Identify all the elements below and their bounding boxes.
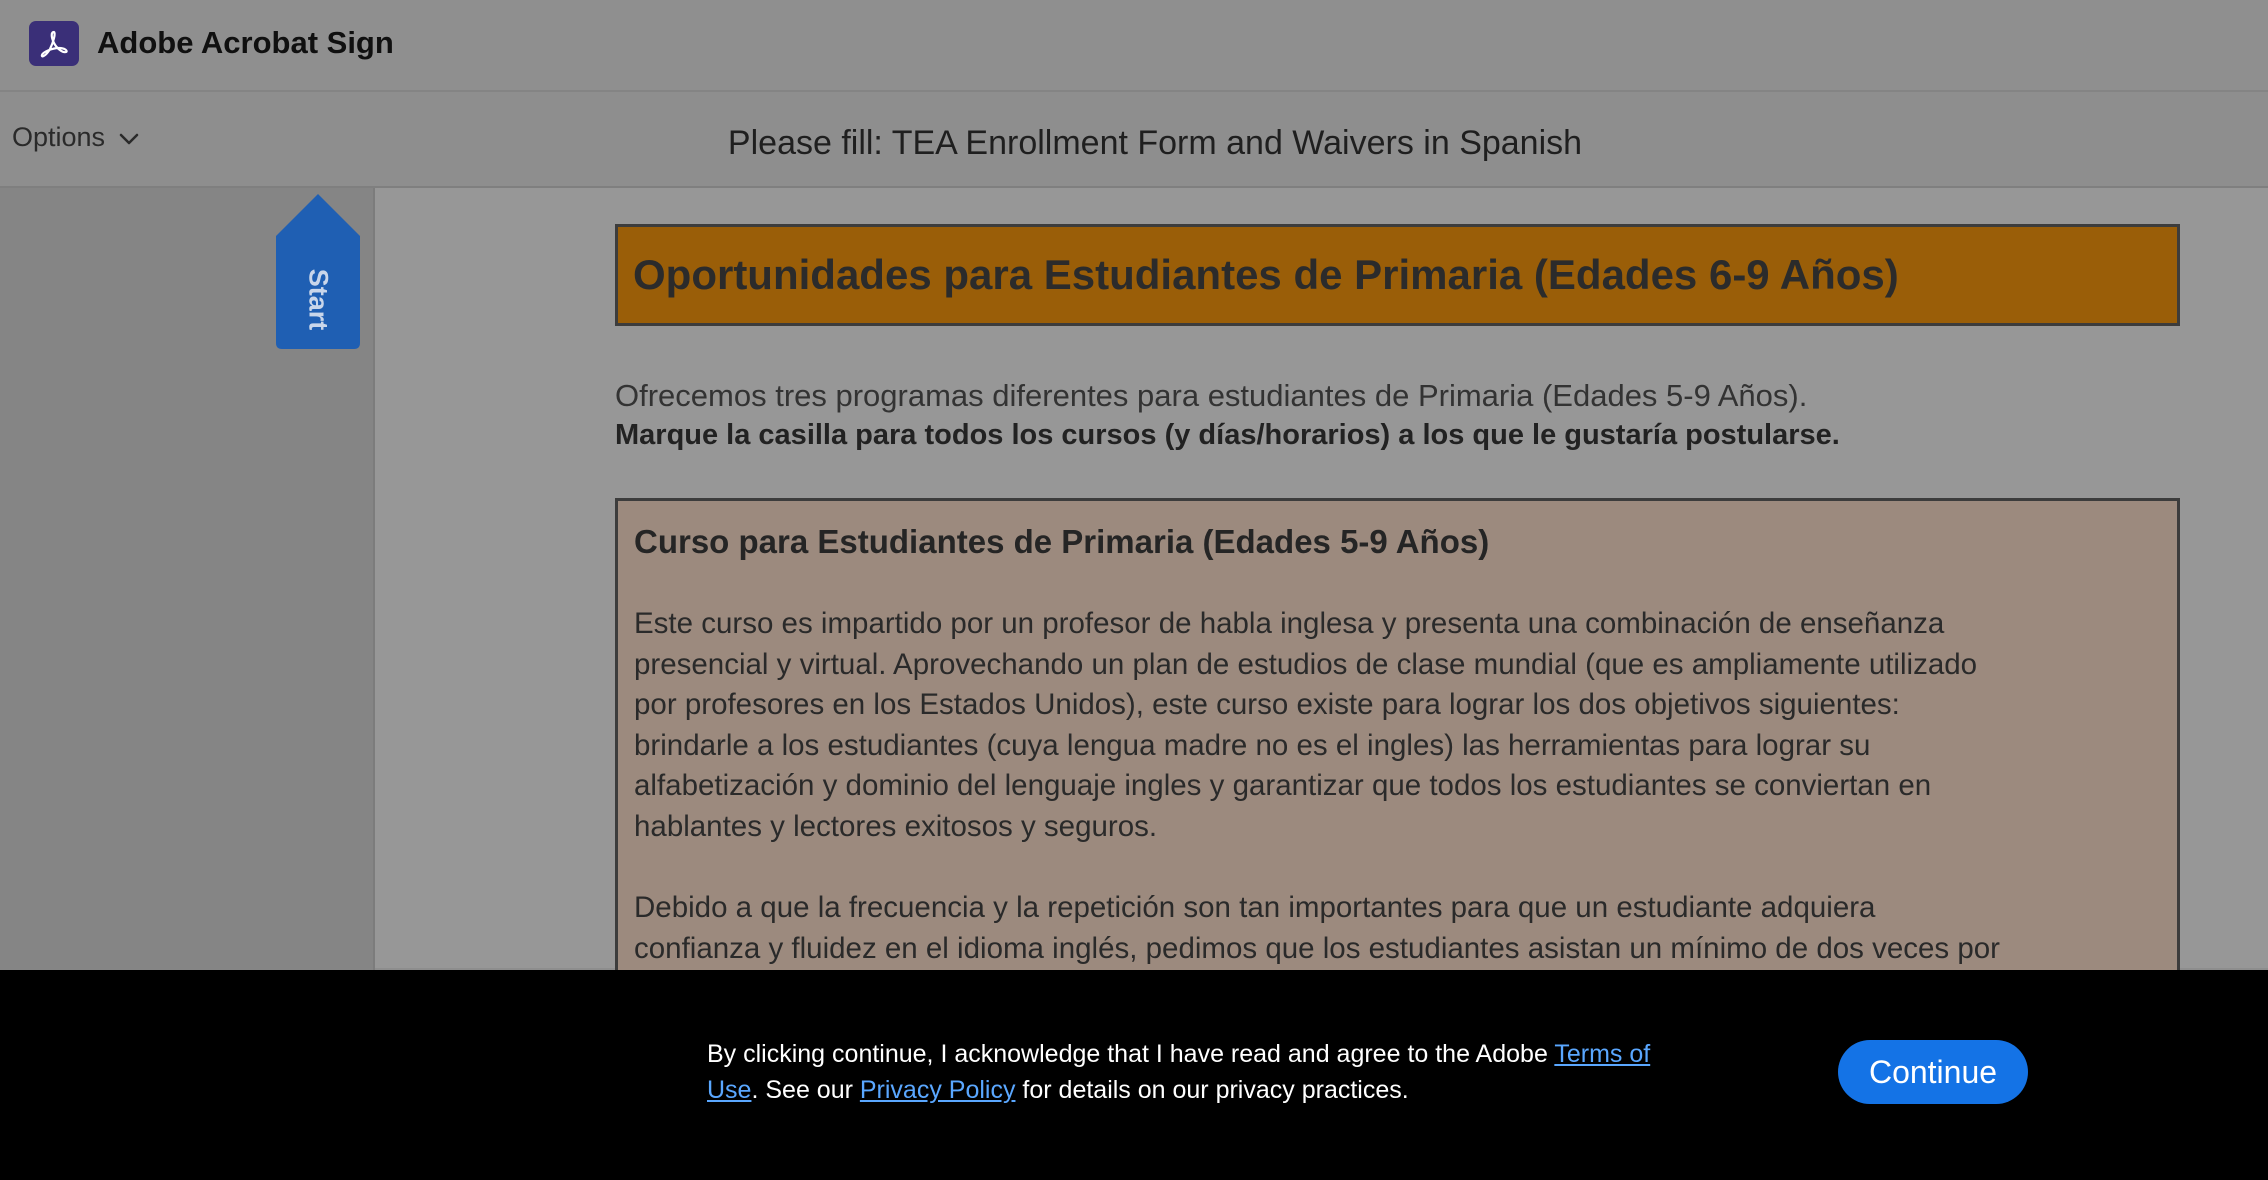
consent-text-part: for details on our privacy practices. (1015, 1076, 1409, 1104)
paragraph-line: presencial y virtual. Aprovechando un plan de estudios de clase mundial (que es ampliamente utilizado (634, 647, 1978, 681)
intro-text: Ofrecemos tres programas diferentes para estudiantes de Primaria (Edades 5-9 Años). (615, 378, 1808, 413)
course-paragraph-1 (634, 604, 2164, 847)
acrobat-logo-icon (29, 21, 79, 66)
section-header-text: Oportunidades para Estudiantes de Primaria (Edades 6-9 Años) (633, 251, 1899, 298)
paragraph-line: brindarle a los estudiantes (cuya lengua madre no es el ingles) las herramientas para lograr su (634, 728, 1871, 762)
paragraph-line: por profesores en los Estados Unidos), este curso existe para lograr los dos objetivos siguientes: (634, 688, 1900, 721)
consent-text (707, 1036, 1707, 1108)
course-paragraph-2 (634, 888, 2164, 969)
document-title: Please fill: TEA Enrollment Form and Waivers in Spanish (727, 124, 1583, 162)
paragraph-line: Debido a que la frecuencia y la repetición son tan importantes para que un estudiante adquiera (634, 891, 1876, 924)
paragraph-line: Este curso es impartido por un profesor de habla inglesa y presenta una combinación de enseñanza (634, 607, 1945, 640)
paragraph-line: alfabetización y dominio del lenguaje ingles y garantizar que todos los estudiantes se conviertan en (634, 769, 1932, 802)
privacy-policy-link[interactable]: Privacy Policy (859, 1076, 1016, 1104)
paragraph-line: confianza y fluidez en el idioma inglés, pedimos que los estudiantes asistan un mínimo de dos veces por (634, 931, 2000, 965)
paragraph-line: hablantes y lectores exitosos y seguros. (634, 809, 1158, 843)
terms-of-use-link[interactable]: Terms of Use (707, 1040, 1651, 1104)
consent-banner (0, 970, 2268, 1180)
app-name: Adobe Acrobat Sign (97, 25, 394, 60)
consent-text-part: . See our (751, 1076, 860, 1104)
continue-button[interactable]: Continue (1838, 1040, 2028, 1104)
intro-instruction: Marque la casilla para todos los cursos (y días/horarios) a los que le gustaría postularse. (615, 419, 1840, 451)
consent-text-part: By clicking continue, I acknowledge that I have read and agree to the Adobe (707, 1040, 1555, 1068)
course-title: Curso para Estudiantes de Primaria (Edades 5-9 Años) (634, 523, 1490, 560)
document-title-bar (0, 92, 2268, 188)
course-box (615, 498, 2180, 1004)
section-header (615, 224, 2180, 326)
app-header (0, 0, 2268, 92)
options-label: Options (12, 122, 106, 152)
start-button[interactable] (276, 194, 360, 349)
start-label: Start (303, 268, 334, 330)
